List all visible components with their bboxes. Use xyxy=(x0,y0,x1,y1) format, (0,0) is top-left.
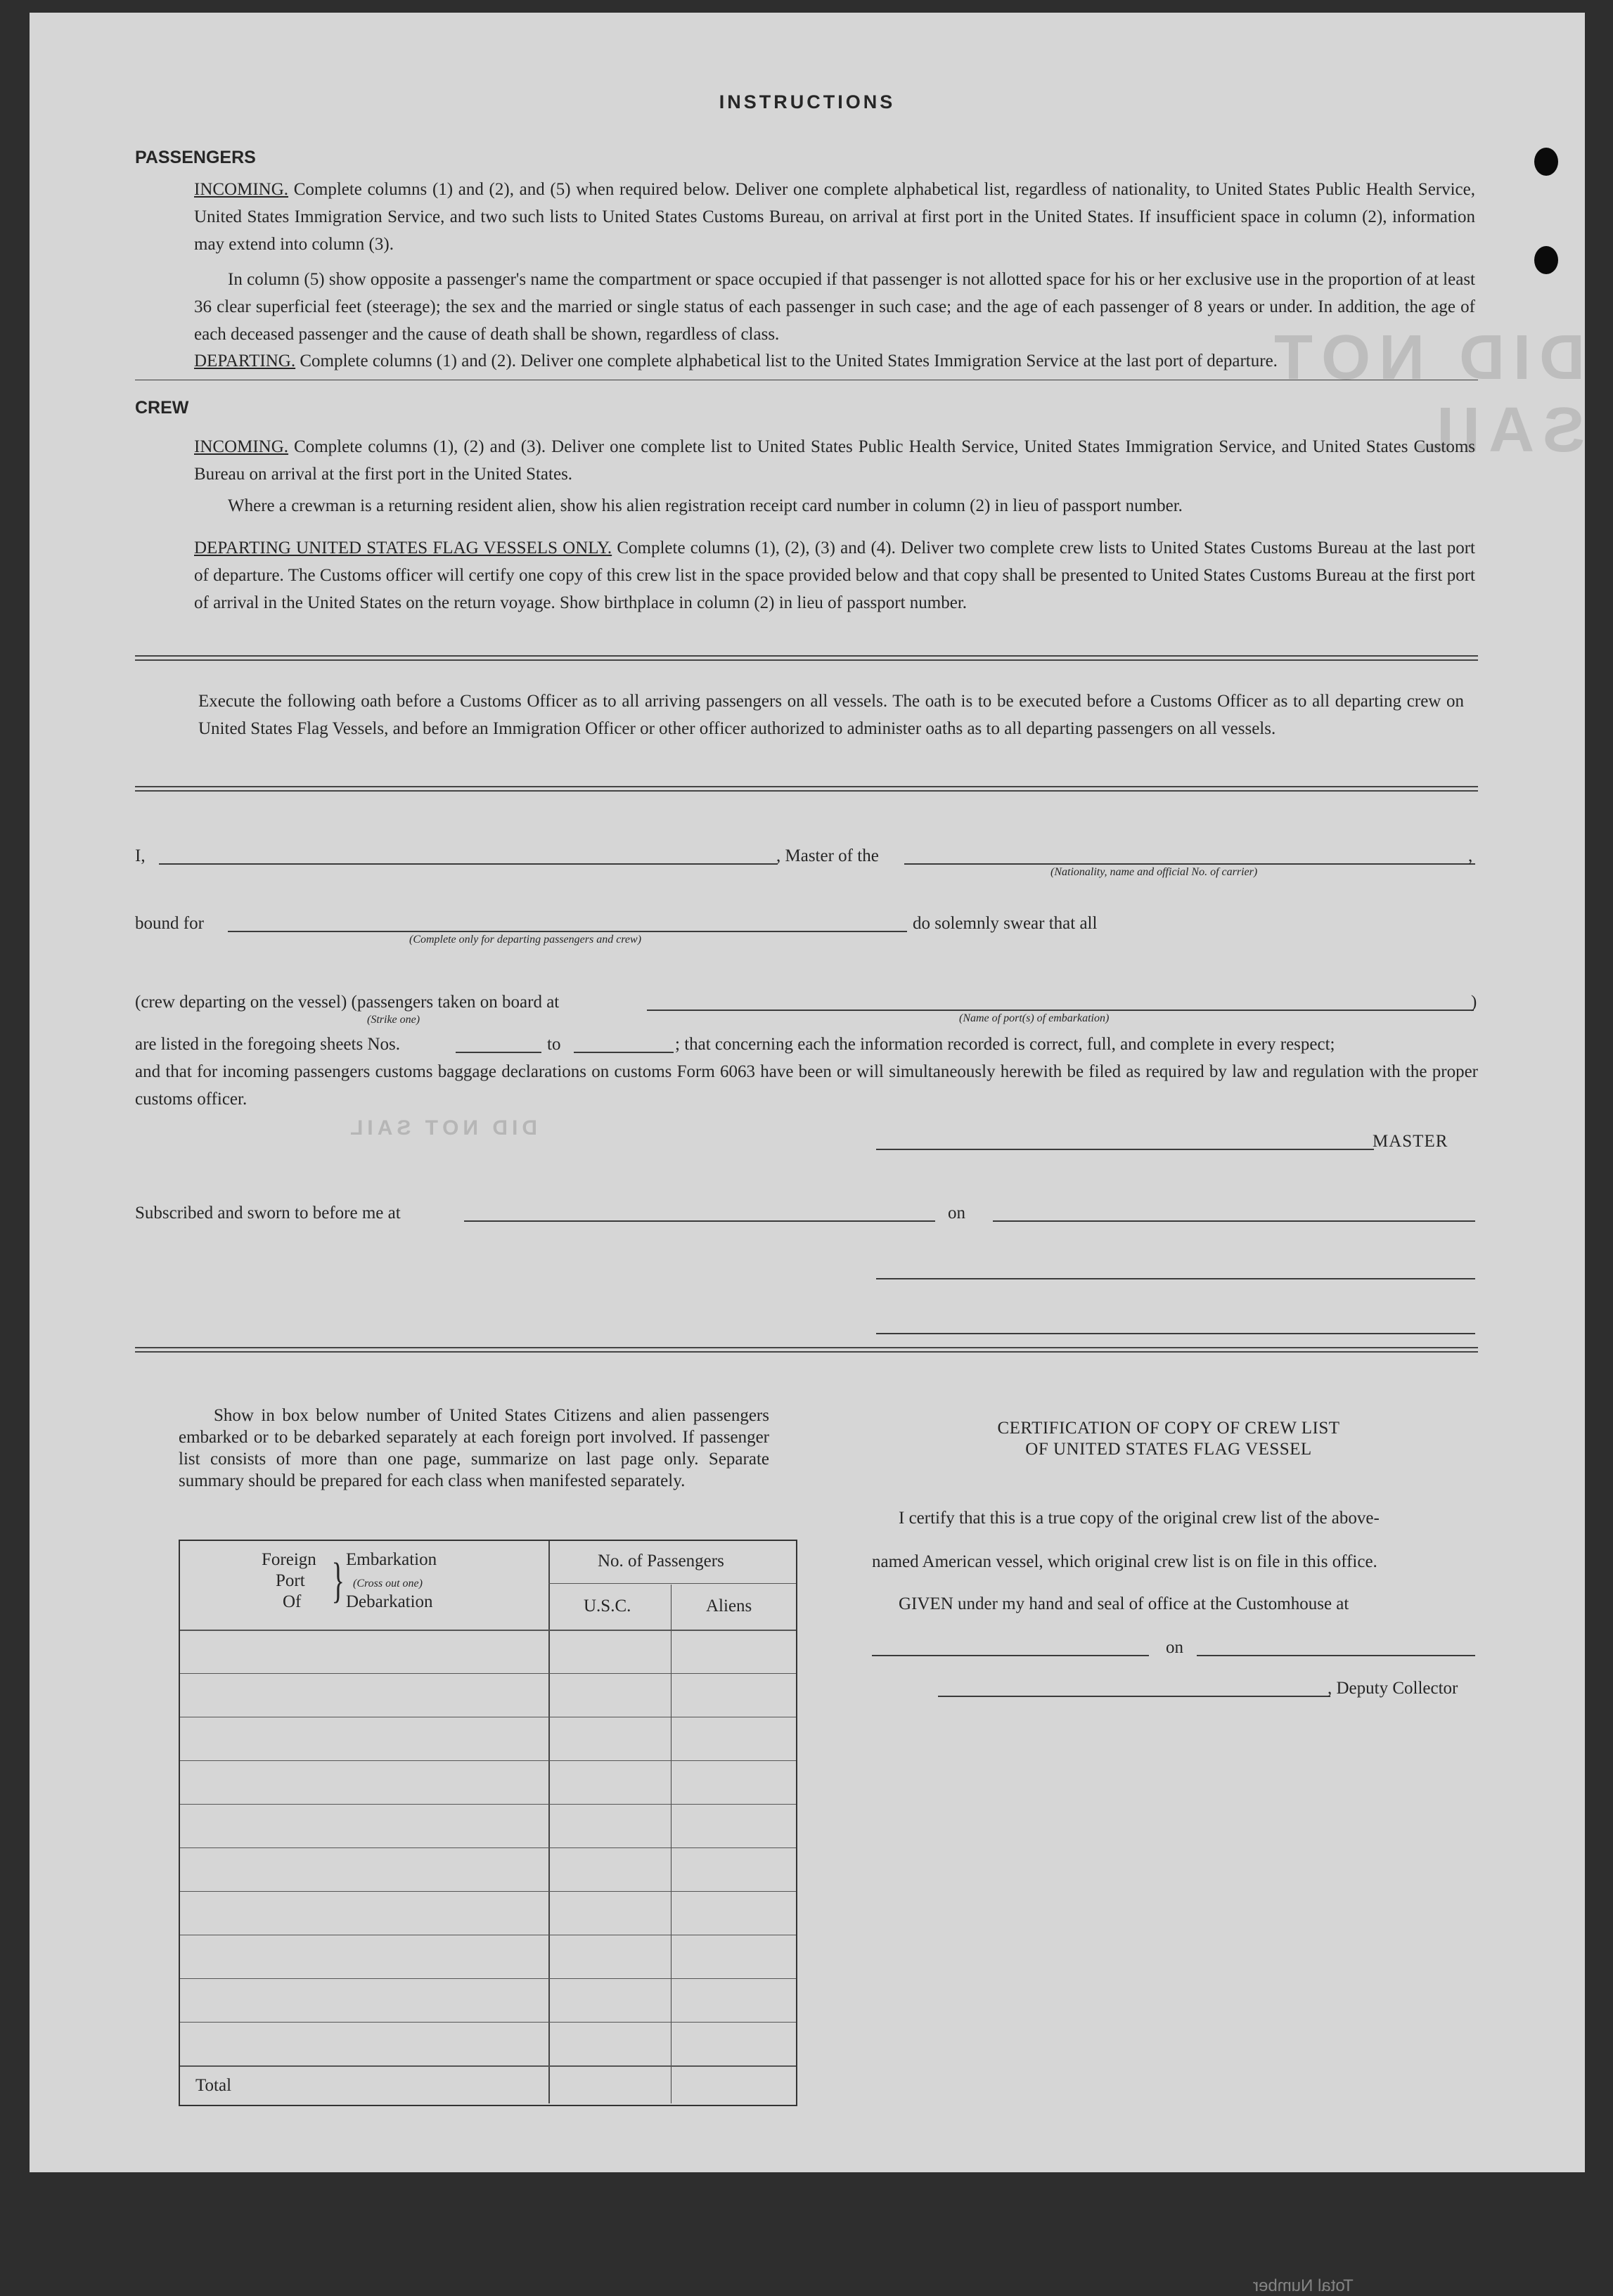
col-debarkation: Debarkation xyxy=(346,1592,433,1611)
carrier-line xyxy=(904,863,1475,865)
col-port: Port xyxy=(276,1571,305,1590)
certify-text-1: I certify that this is a true copy of the original crew list of the above- xyxy=(899,1509,1380,1528)
embarkation-ports-line xyxy=(647,1010,1474,1011)
bleed-through-stamp: DID NOT SAIL xyxy=(346,1116,537,1140)
passengers-incoming-paragraph xyxy=(194,176,1475,258)
subscribed-label: Subscribed and sworn to before me at xyxy=(135,1204,401,1223)
officer-signature-line-1 xyxy=(876,1278,1475,1279)
certify-text-2: named American vessel, which original crew list is on file in this office. xyxy=(872,1552,1377,1571)
double-rule-2 xyxy=(135,786,1478,792)
table-row xyxy=(180,2022,796,2023)
summary-instruction: Show in box below number of United States Citizens and alien passengers embarked or to be debarked separately at each foreign port involved. If passenger list consists of more than one page, summarize on last page only. Separate summary should be prepared for each class when manifested separately. xyxy=(179,1406,769,1490)
strike-caption: (Strike one) xyxy=(367,1014,420,1026)
crew-incoming-text: Complete columns (1), (2) and (3). Deliver one complete list to United States Public Health Service, United States Immigration Service, and United States Customs Bureau on arrival at the first port in the United States. xyxy=(194,437,1475,484)
master-label: MASTER xyxy=(1373,1132,1448,1151)
subscribed-on-label: on xyxy=(948,1204,965,1223)
oath-i-label: I, xyxy=(135,846,146,865)
crew-resident-paragraph: Where a crewman is a returning resident alien, show his alien registration receipt card number in column (2) in lieu of passport number. xyxy=(228,496,1183,515)
bound-for-line xyxy=(228,931,907,932)
table-subheader-line xyxy=(548,1583,796,1584)
passengers-incoming-label: INCOMING. xyxy=(194,180,289,199)
table-header-line xyxy=(180,1630,796,1631)
carrier-line-comma: , xyxy=(1468,846,1473,865)
listed-prefix: are listed in the foregoing sheets Nos. xyxy=(135,1035,400,1054)
oath-instruction: Execute the following oath before a Customs Officer as to all arriving passengers on all vessels. The oath is to be executed before a Customs Officer as to all departing crew on United States Flag Vessels, and before an Immigration Officer or other officer authorized to administer oaths as to all departing passengers on all vessels. xyxy=(198,692,1464,738)
listed-to-label: to xyxy=(547,1035,561,1054)
binder-hole-bottom xyxy=(1534,246,1558,274)
passengers-column5-paragraph: In column (5) show opposite a passenger's name the compartment or space occupied if that passenger is not allotted space for his or her exclusive use in the proportion of at least 36 clear superficial feet (steerage); the sex and the married or single status of each passenger in such case; and the age of each passenger of 8 years or under. In addition, the age of each deceased passenger and the cause of death shall be shown, regardless of class. xyxy=(194,270,1475,344)
certification-on-label: on xyxy=(1166,1638,1183,1657)
passenger-summary-table xyxy=(179,1540,797,2106)
crew-incoming-paragraph xyxy=(194,433,1475,488)
table-row xyxy=(180,1891,796,1892)
subscribed-place-line xyxy=(464,1220,935,1222)
subscribed-date-line xyxy=(993,1220,1475,1222)
col-cross-out: (Cross out one) xyxy=(353,1578,423,1589)
passengers-heading: PASSENGERS xyxy=(135,148,256,167)
master-name-line xyxy=(159,863,778,865)
listed-suffix: ; that concerning each the information recorded is correct, full, and complete in every respect; xyxy=(675,1035,1335,1054)
passengers-departing-label: DEPARTING. xyxy=(194,352,296,370)
binder-hole-top xyxy=(1534,148,1558,176)
bleed-through-text: DID NOT SAIL xyxy=(1266,323,1585,465)
col-embarkation: Embarkation xyxy=(346,1550,437,1569)
crew-departing-paragraph xyxy=(194,534,1475,617)
total-label: Total xyxy=(195,2076,232,2095)
bleed-through-footer: Total Number xyxy=(1253,2276,1354,2295)
form-page xyxy=(30,13,1585,2295)
table-row xyxy=(180,1978,796,1979)
listed-rest: and that for incoming passengers customs baggage declarations on customs Form 6063 have been or will simultaneously herewith be filed as required by law and regulation with the proper customs officer. xyxy=(135,1062,1478,1109)
crew-incoming-label: INCOMING. xyxy=(194,437,289,456)
page-title: INSTRUCTIONS xyxy=(719,91,896,112)
deputy-collector-label: , Deputy Collector xyxy=(1328,1679,1458,1698)
bound-caption: (Complete only for departing passengers and crew) xyxy=(409,934,642,946)
passengers-departing-paragraph xyxy=(194,347,1475,375)
deputy-signature-line xyxy=(938,1696,1330,1697)
table-total-line xyxy=(180,2065,796,2067)
sheet-from-line xyxy=(456,1052,541,1053)
table-row xyxy=(180,1673,796,1674)
crew-departing-label: DEPARTING UNITED STATES FLAG VESSELS ONLY. xyxy=(194,538,612,557)
certification-date-line xyxy=(1197,1655,1475,1656)
table-col-divider-1 xyxy=(548,1541,550,2103)
certification-title-2: OF UNITED STATES FLAG VESSEL xyxy=(1025,1440,1312,1459)
col-aliens: Aliens xyxy=(706,1597,752,1615)
oath-master-of-label: , Master of the xyxy=(776,846,879,865)
oath-strike-text: (crew departing on the vessel) (passengers taken on board at xyxy=(135,993,560,1012)
oath-swear-label: do solemnly swear that all xyxy=(913,914,1098,933)
col-passengers: No. of Passengers xyxy=(598,1552,724,1571)
table-row xyxy=(180,1760,796,1761)
ports-caption: (Name of port(s) of embarkation) xyxy=(959,1012,1110,1024)
col-foreign: Foreign xyxy=(262,1550,316,1569)
officer-signature-line-2 xyxy=(876,1333,1475,1334)
oath-bound-label: bound for xyxy=(135,914,204,933)
sheet-to-line xyxy=(574,1052,674,1053)
col-of: Of xyxy=(283,1592,302,1611)
oath-close-paren: ) xyxy=(1471,993,1477,1012)
certification-title-1: CERTIFICATION OF COPY OF CREW LIST xyxy=(997,1419,1340,1438)
customhouse-place-line xyxy=(872,1655,1149,1656)
crew-heading: CREW xyxy=(135,398,189,418)
passengers-departing-text: Complete columns (1) and (2). Deliver one complete alphabetical list to the United States Immigration Service at the last port of departure. xyxy=(295,352,1278,370)
double-rule-1 xyxy=(135,655,1478,661)
crew-departing-text: Complete columns (1), (2), (3) and (4). Deliver two complete crew lists to United States Customs Bureau at the last port of departure. The Customs officer will certify one copy of this crew list in the space provided below and that copy shall be presented to United States Customs Bureau at the first port of arrival in the United States on the return voyage. Show birthplace in column (2) in lieu of passport number. xyxy=(194,538,1475,612)
given-text: GIVEN under my hand and seal of office at the Customhouse at xyxy=(899,1594,1349,1613)
brace-icon: } xyxy=(331,1554,345,1608)
double-rule-3 xyxy=(135,1347,1478,1353)
table-row xyxy=(180,1804,796,1805)
master-signature-line xyxy=(876,1149,1374,1150)
col-usc: U.S.C. xyxy=(584,1597,631,1615)
passengers-incoming-text: Complete columns (1) and (2), and (5) when required below. Deliver one complete alphabetical list, regardless of nationality, to United States Public Health Service, United States Immigration Service, and two such lists to United States Customs Bureau, on arrival at first port in the United States. If insufficient space in column (2), information may extend into column (3). xyxy=(194,180,1475,254)
table-row xyxy=(180,1847,796,1848)
carrier-caption: (Nationality, name and official No. of carrier) xyxy=(1050,866,1258,878)
